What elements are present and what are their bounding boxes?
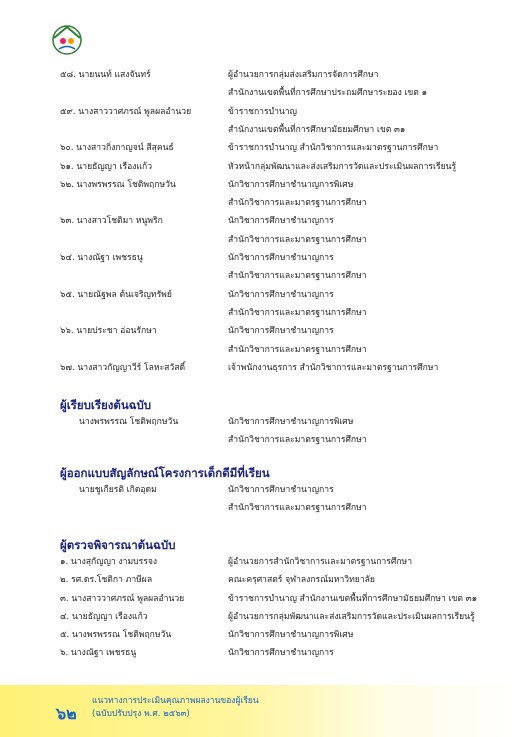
member-name: ๑. นางสุกัญญา งามบรรจง (60, 557, 158, 567)
member-position: สำนักวิชาการและมาตรฐานการศึกษา (228, 308, 367, 318)
member-position: สำนักวิชาการและมาตรฐานการศึกษา (228, 271, 367, 281)
member-position: ผู้อำนวยการกลุ่มพัฒนาและส่งเสริมการวัดและประเมินผลการเรียนรู้ (228, 612, 475, 622)
member-name: ๖๔. นางณัฐา เพชรธนู (60, 253, 143, 263)
member-name: ๖. นางณัฐา เพชรธนู (60, 648, 137, 658)
member-position: ข้าราชการบำนาญ สำนักวิชาการและมาตรฐานการศึกษา (228, 143, 439, 153)
member-name: ๕๙. นางสาววาศภรณ์ พูลผลอำนวย (60, 107, 192, 117)
member-position: นักวิชาการศึกษาชำนาญการ (228, 326, 334, 336)
member-position: สำนักงานเขตพื้นที่การศึกษามัธยมศึกษา เขต ๓๑ (228, 125, 406, 135)
member-position: ผู้อำนวยการสำนักวิชาการและมาตรฐานการศึกษา (228, 557, 413, 567)
member-position: นักวิชาการศึกษาชำนาญการพิเศษ (228, 630, 354, 640)
member-position: สำนักวิชาการและมาตรฐานการศึกษา (228, 235, 367, 245)
member-position: นักวิชาการศึกษาชำนาญการพิเศษ (228, 180, 354, 190)
section-heading: ผู้ตรวจพิจารณาต้นฉบับ (60, 538, 176, 552)
member-position: นักวิชาการศึกษาชำนาญการ (228, 253, 334, 263)
member-name: ๖๓. นางสาวโชติมา หนูพริก (60, 216, 163, 226)
member-name: ๓. นางสาววาศภรณ์ พูลผลอำนวย (60, 594, 185, 604)
member-name: ๔. นายธัญญา เรืองแก้ว (60, 612, 148, 622)
member-position: ข้าราชการบำนาญ สำนักงานเขตพื้นที่การศึกษามัธยมศึกษา เขต ๓๑ (228, 594, 478, 604)
footer-subtitle: (ฉบับปรับปรุง พ.ศ. ๒๕๖๓) (92, 709, 190, 719)
member-position: ผู้อำนวยการกลุ่มส่งเสริมการจัดการศึกษา (228, 70, 379, 80)
member-position: นักวิชาการศึกษาชำนาญการ (228, 290, 334, 300)
footer-title: แนวทางการประเมินคุณภาพผลงานของผู้เรียน (92, 696, 259, 706)
member-position: นักวิชาการศึกษาชำนาญการพิเศษ (228, 417, 354, 427)
member-position: นักวิชาการศึกษาชำนาญการ (228, 216, 334, 226)
member-position: สำนักวิชาการและมาตรฐานการศึกษา (228, 198, 367, 208)
member-name: ๖๑. นายธัญญา เรืองแก้ว (60, 162, 153, 172)
section-heading: ผู้ออกแบบสัญลักษณ์โครงการเด็กดีมีที่เรียน (60, 466, 270, 480)
school-logo (50, 22, 84, 56)
member-position: คณะครุศาสตร์ จุฬาลงกรณ์มหาวิทยาลัย (228, 575, 375, 585)
member-position: หัวหน้ากลุ่มพัฒนาและส่งเสริมการวัดและประเมินผลการเรียนรู้ (228, 162, 457, 172)
member-position: เจ้าพนักงานธุรการ สำนักวิชาการและมาตรฐานการศึกษา (228, 363, 439, 373)
section-heading: ผู้เรียบเรียงต้นฉบับ (60, 398, 152, 412)
member-name: ๕๘. นายนนท์ แสงจันทร์ (60, 70, 151, 80)
member-name: ๖๗. นางสาวกัญญาวีร์ โลหะสวัสดิ์ (60, 363, 186, 373)
member-position: ข้าราชการบำนาญ (228, 107, 297, 117)
member-position: สำนักงานเขตพื้นที่การศึกษาประถมศึกษาระยอง เขต ๑ (228, 88, 428, 98)
member-position: สำนักวิชาการและมาตรฐานการศึกษา (228, 345, 367, 355)
member-name: ๒. รศ.ดร.โชติกา ภาษีผล (60, 575, 153, 585)
member-position: นักวิชาการศึกษาชำนาญการ (228, 648, 334, 658)
member-position: สำนักวิชาการและมาตรฐานการศึกษา (228, 435, 367, 445)
footer-band (0, 685, 524, 737)
member-position: สำนักวิชาการและมาตรฐานการศึกษา (228, 503, 367, 513)
member-name: นายชูเกียรติ เกิดอุดม (79, 485, 157, 495)
member-name: ๖๖. นายประชา อ่อนรักษา (60, 326, 157, 336)
member-name: ๖๐. นางสาวกิ่งกาญจน์ สีสุคนธ์ (60, 143, 174, 153)
page-number: ๖๒ (56, 704, 77, 723)
member-name: ๖๒. นางพรพรรณ โชติพฤกษวัน (60, 180, 176, 190)
member-name: ๖๕. นายณัฐพล ต้นเจริญทรัพย์ (60, 290, 172, 300)
member-name: ๕. นางพรพรรณ โชติพฤกษวัน (60, 630, 172, 640)
member-name: นางพรพรรณ โชติพฤกษวัน (79, 417, 179, 427)
member-position: นักวิชาการศึกษาชำนาญการ (228, 485, 334, 495)
